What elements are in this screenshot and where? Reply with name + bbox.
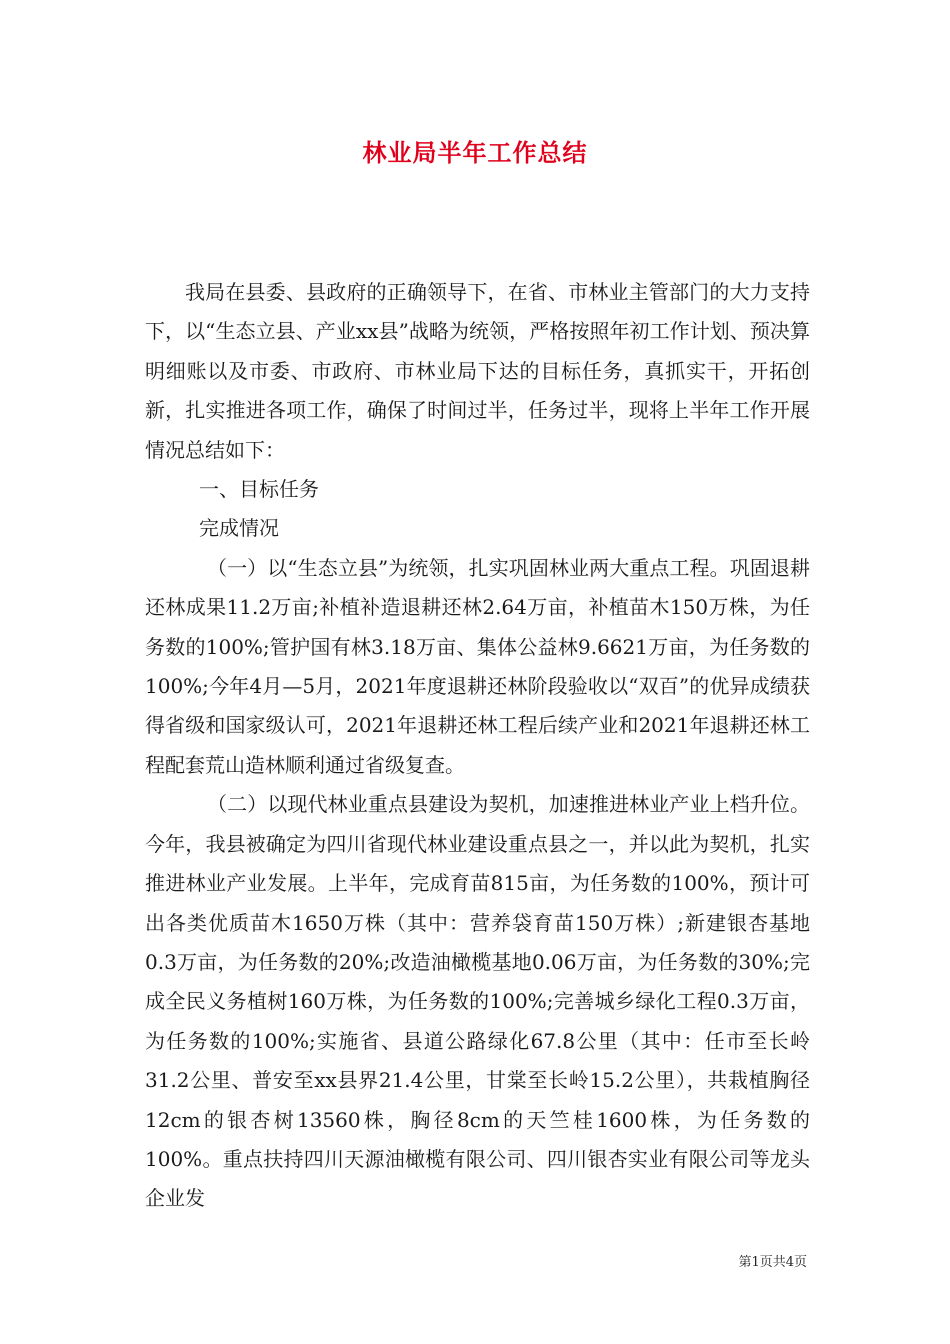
section-subheading: 完成情况 bbox=[199, 516, 279, 541]
paragraph-item-1: （一）以“生态立县”为统领，扎实巩固林业两大重点工程。巩固退耕还林成果11.2万亩;补植补造退耕还林2.64万亩，补植苗木150万株，为任务数的100%;管护国有林3.18万亩、集体公益林9.6621万亩，为任务数的100%;今年4月—5月，2021年度退耕还林阶段验收以“双百”的优异成绩获得省级和国家级认可，2021年退耕还林工程后续产业和2021年退耕还林工程配套荒山造林顺利通过省级复查。 bbox=[145, 555, 810, 777]
document-body bbox=[145, 273, 810, 1219]
paragraph-item-2: （二）以现代林业重点县建设为契机，加速推进林业产业上档升位。今年，我县被确定为四川省现代林业建设重点县之一，并以此为契机，扎实推进林业产业发展。上半年，完成育苗815亩，为任务数的100%，预计可出各类优质苗木1650万株（其中：营养袋育苗150万株）;新建银杏基地0.3万亩，为任务数的20%;改造油橄榄基地0.06万亩，为任务数的30%;完成全民义务植树160万株，为任务数的100%;完善城乡绿化工程0.3万亩，为任务数的100%;实施省、县道公路绿化67.8公里（其中：任市至长岭31.2公里、普安至xx县界21.4公里，甘棠至长岭15.2公里），共栽植胸径12cm的银杏树13560株，胸径8cm的天竺桂1600株，为任务数的100%。重点扶持四川天源油橄榄有限公司、四川银杏实业有限公司等龙头企业发 bbox=[145, 792, 810, 1211]
intro-paragraph: 我局在县委、县政府的正确领导下，在省、市林业主管部门的大力支持下，以“生态立县、产业xx县”战略为统领，严格按照年初工作计划、预决算明细账以及市委、市政府、市林业局下达的目标任务，真抓实干，开拓创新，扎实推进各项工作，确保了时间过半，任务过半，现将上半年工作开展情况总结如下： bbox=[145, 280, 810, 462]
page-number: 第1页共4页 bbox=[738, 1255, 807, 1270]
document-title: 林业局半年工作总结 bbox=[362, 139, 588, 167]
section-heading: 一、目标任务 bbox=[199, 477, 319, 502]
